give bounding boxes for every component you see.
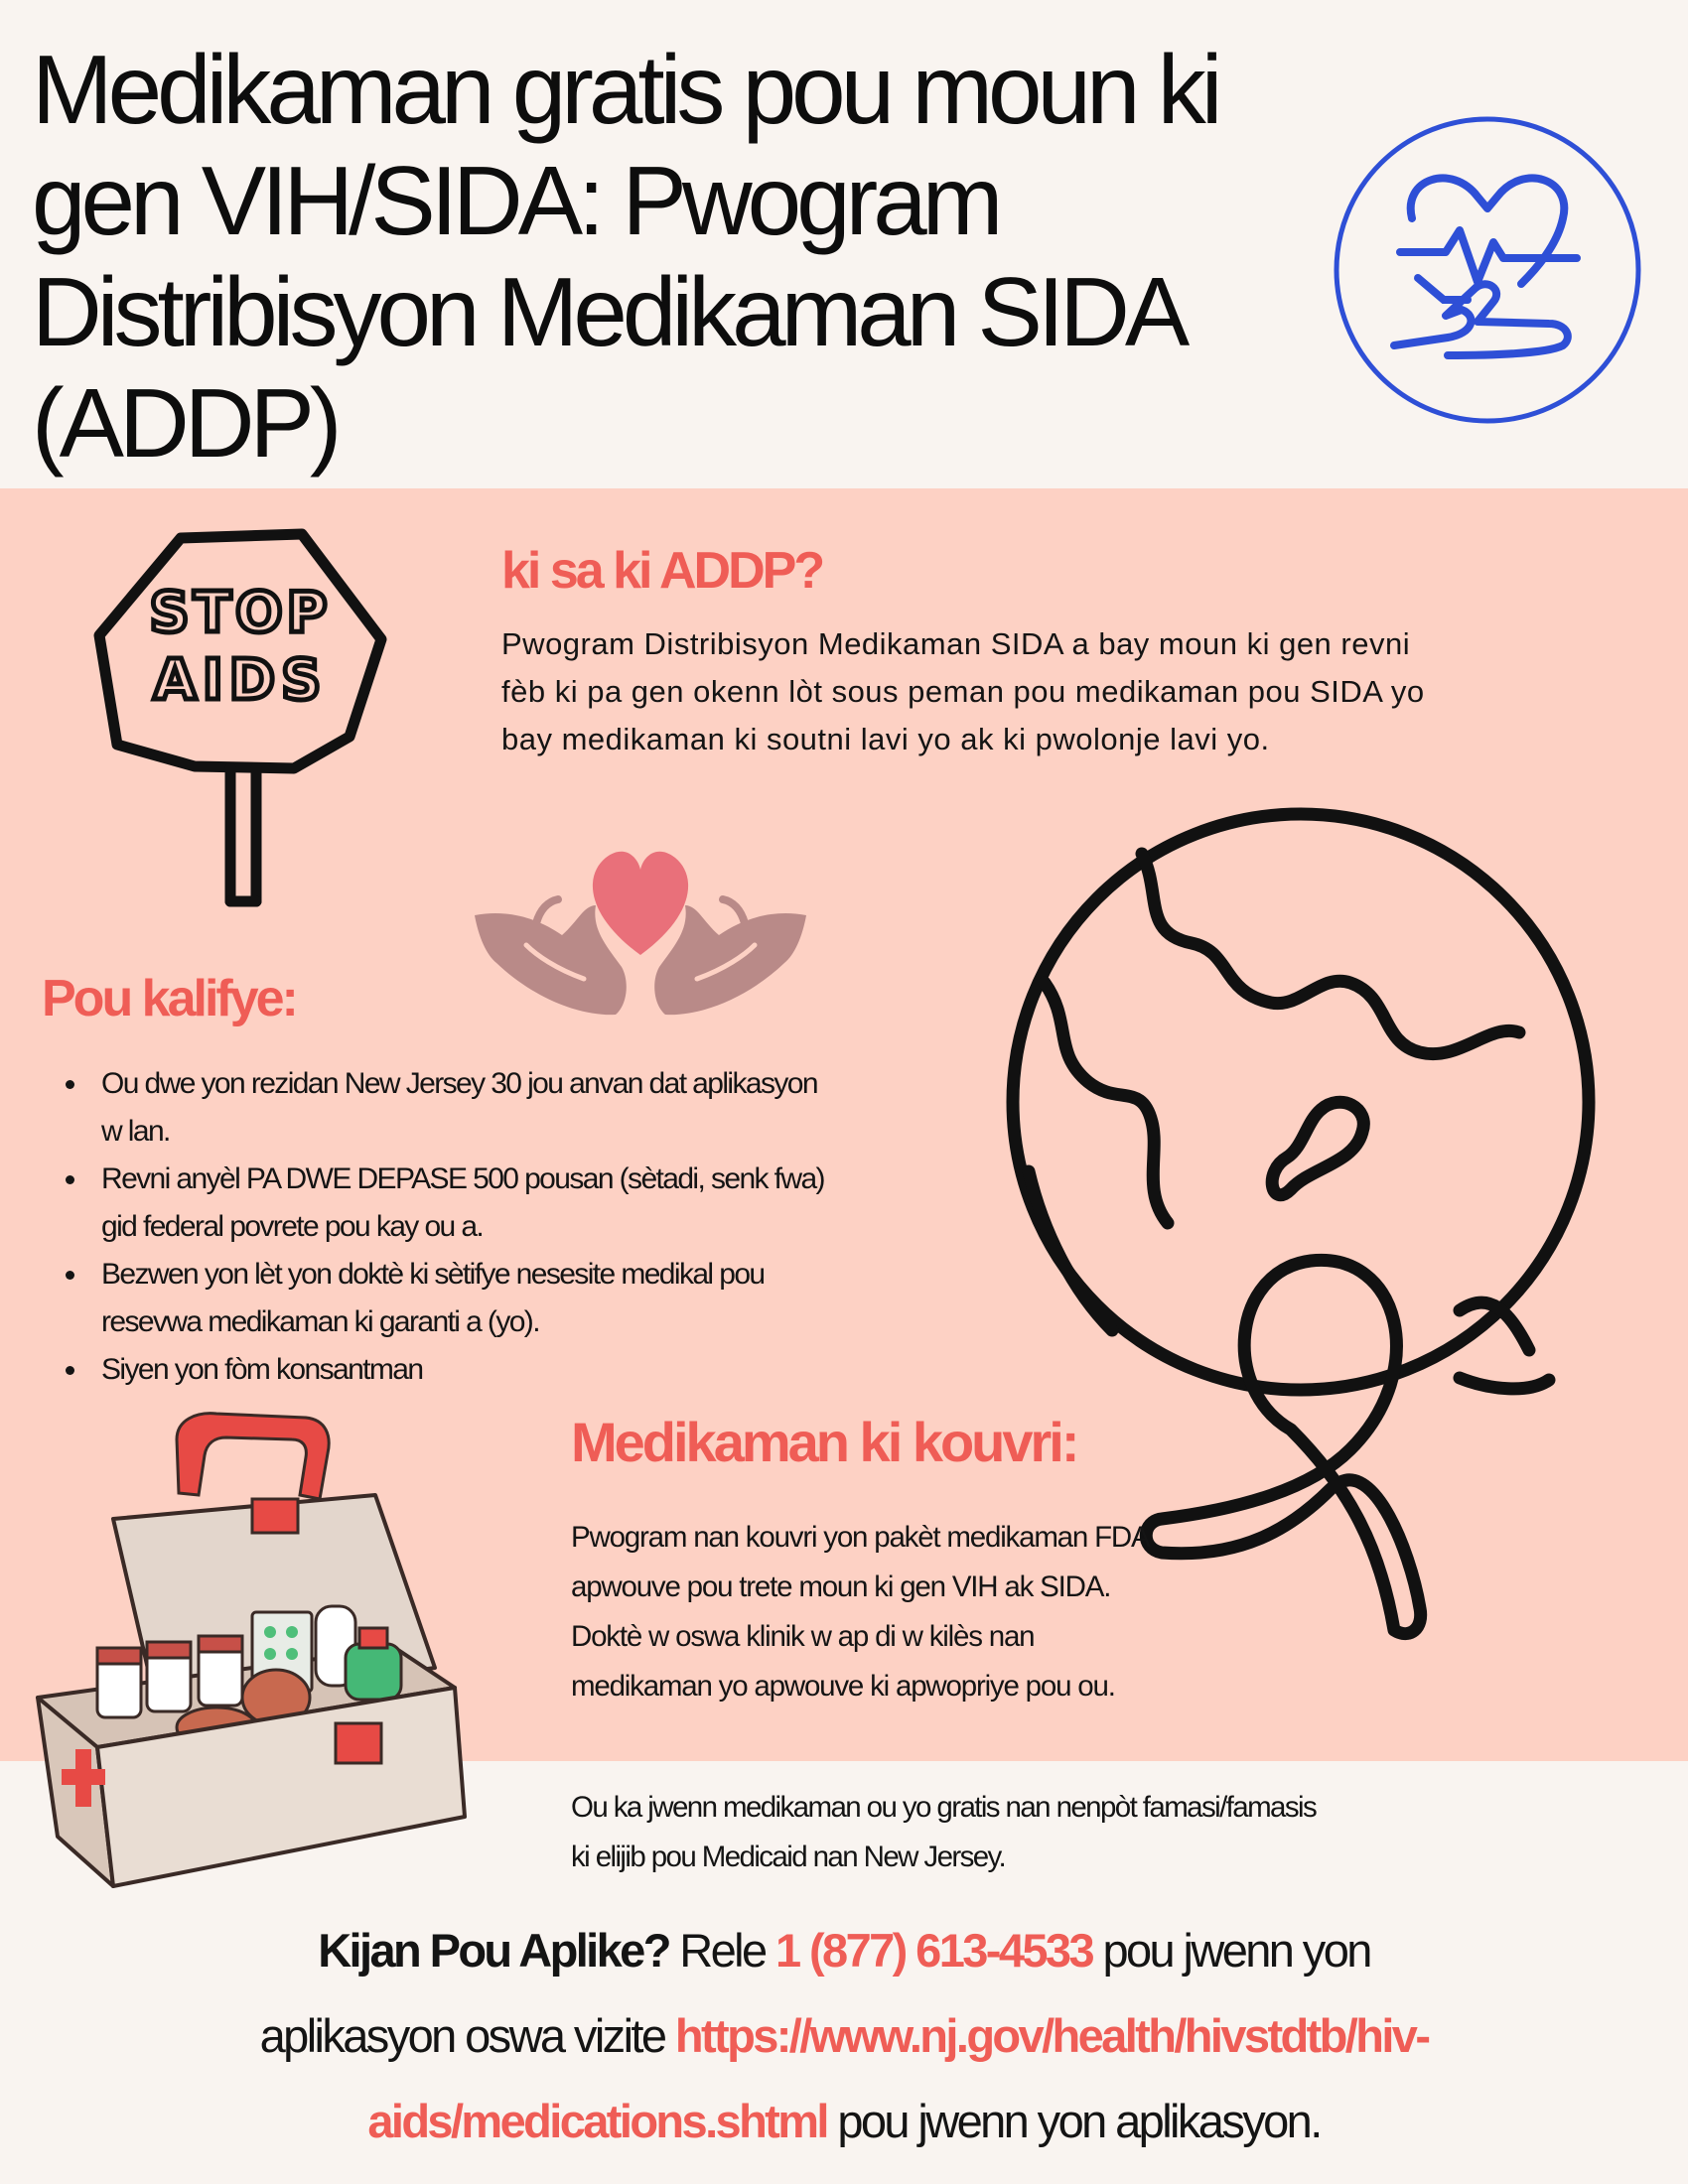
title-line: Distribisyon Medikaman SIDA <box>32 257 1186 366</box>
paragraph-line: bay medikaman ki soutni lavi yo ak ki pwolonje lavi yo. <box>501 722 1270 756</box>
visit-prefix: aplikasyon oswa vizite <box>259 2009 675 2062</box>
covered-medications-heading: Medikaman ki kouvri: <box>571 1411 1077 1473</box>
apply-line <box>60 1993 1628 2079</box>
free-medication-note <box>571 1783 1484 1882</box>
apply-question: Kijan Pou Aplike? <box>318 1924 669 1977</box>
qualify-list <box>60 1060 953 1394</box>
covered-medications-text <box>571 1513 1246 1711</box>
paragraph-line: fèb ki pa gen okenn lòt sous peman pou medikaman pou SIDA yo <box>501 674 1425 709</box>
list-item <box>60 1346 953 1394</box>
stop-aids-sign-icon <box>91 520 393 917</box>
list-item-line: Siyen yon fòm konsantman <box>101 1353 423 1386</box>
paragraph-line: medikaman yo apwouve ki apwopriye pou ou. <box>571 1670 1115 1703</box>
paragraph-line: ki elijib pou Medicaid nan New Jersey. <box>571 1841 1006 1873</box>
heart-hands-icon <box>467 806 814 1034</box>
list-item-line: resevwa medikaman ki garanti a (yo). <box>101 1305 539 1338</box>
paragraph-line: Ou ka jwenn medikaman ou yo gratis nan nenpòt famasi/famasis <box>571 1791 1317 1824</box>
paragraph-line: Doktè w oswa klinik w ap di w kilès nan <box>571 1620 1035 1653</box>
website-link[interactable]: https://www.nj.gov/health/hivstdtb/hiv- <box>674 2009 1429 2062</box>
first-aid-kit-icon <box>18 1400 544 1906</box>
list-item-line: w lan. <box>101 1115 170 1148</box>
apply-line <box>60 1908 1628 1993</box>
call-prefix: Rele <box>668 1924 775 1977</box>
paragraph-line: Pwogram Distribisyon Medikaman SIDA a bay moun ki gen revni <box>501 626 1411 661</box>
title-line: Medikaman gratis pou moun ki <box>32 35 1218 144</box>
list-item <box>60 1156 953 1251</box>
list-item-line: gid federal povrete pou kay ou a. <box>101 1210 484 1243</box>
closing-text: pou jwenn yon aplikasyon. <box>826 2095 1321 2147</box>
list-item-line: Ou dwe yon rezidan New Jersey 30 jou anvan dat aplikasyon <box>101 1067 817 1100</box>
what-is-addp-text <box>501 620 1614 763</box>
heart-care-icon <box>1329 111 1646 429</box>
qualify-heading: Pou kalifye: <box>42 970 296 1027</box>
paragraph-line: apwouve pou trete moun ki gen VIH ak SIDA. <box>571 1570 1111 1603</box>
what-is-addp-heading: ki sa ki ADDP? <box>501 542 823 600</box>
list-item <box>60 1060 953 1156</box>
list-item-line: Bezwen yon lèt yon doktè ki sètifye nesesite medikal pou <box>101 1258 765 1291</box>
paragraph-line: Pwogram nan kouvri yon pakèt medikaman FDA <box>571 1521 1150 1554</box>
stop-text: STOP <box>149 581 332 645</box>
aids-text: AIDS <box>153 648 328 713</box>
after-phone-text: pou jwenn yon <box>1092 1924 1370 1977</box>
apply-line <box>60 2079 1628 2164</box>
how-to-apply <box>60 1908 1628 2164</box>
list-item <box>60 1251 953 1346</box>
title-line: gen VIH/SIDA: Pwogram <box>32 146 999 255</box>
list-item-line: Revni anyèl PA DWE DEPASE 500 pousan (sètadi, senk fwa) <box>101 1162 824 1195</box>
phone-number[interactable]: 1 (877) 613-4533 <box>775 1924 1093 1977</box>
title-line: (ADDP) <box>32 368 338 478</box>
website-link-continued[interactable]: aids/medications.shtml <box>367 2095 827 2147</box>
page-title <box>32 34 1323 478</box>
